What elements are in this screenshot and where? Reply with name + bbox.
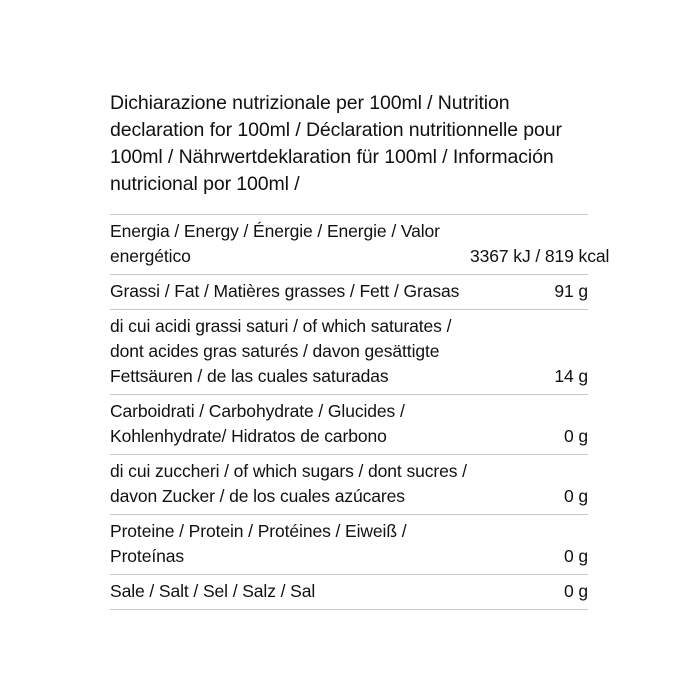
table-row <box>110 395 588 455</box>
table-row <box>110 455 588 515</box>
nutrient-value: 0 g <box>563 546 588 566</box>
table-row <box>110 215 588 275</box>
table-row <box>110 310 588 395</box>
nutrient-label: Grassi / Fat / Matières grasses / Fett / Grasas <box>110 281 460 301</box>
table-row <box>110 275 588 310</box>
nutrient-value: 3367 kJ / 819 kcal <box>470 246 610 266</box>
nutrition-declaration-heading: Dichiarazione nutrizionale per 100ml / Nutrition declaration for 100ml / Déclaration nutritionnelle pour 100ml / Nährwertdeklaration für 100ml / Información nutricional por 100ml / <box>110 92 562 195</box>
table-row <box>110 575 588 610</box>
nutrient-value: 0 g <box>563 426 588 446</box>
nutrient-label: di cui zuccheri / of which sugars / dont sucres / davon Zucker / de los cuales azúcares <box>110 461 467 506</box>
nutrient-label: Proteine / Protein / Protéines / Eiweiß / Proteínas <box>110 521 407 566</box>
nutrient-value: 91 g <box>554 281 588 301</box>
nutrition-table-body <box>110 215 610 610</box>
nutrient-value: 0 g <box>563 581 588 601</box>
nutrient-label: Energia / Energy / Énergie / Energie / Valor energético <box>110 221 440 266</box>
nutrition-table <box>110 214 610 610</box>
nutrient-value: 14 g <box>554 366 588 386</box>
nutrient-value: 0 g <box>563 486 588 506</box>
nutrition-panel <box>110 90 610 610</box>
table-row <box>110 515 588 575</box>
nutrient-label: Carboidrati / Carbohydrate / Glucides / Kohlenhydrate/ Hidratos de carbono <box>110 401 405 446</box>
nutrient-label: di cui acidi grassi saturi / of which saturates / dont acides gras saturés / davon gesättigte Fettsäuren / de las cuales saturadas <box>110 316 452 386</box>
nutrient-label: Sale / Salt / Sel / Salz / Sal <box>110 581 316 601</box>
